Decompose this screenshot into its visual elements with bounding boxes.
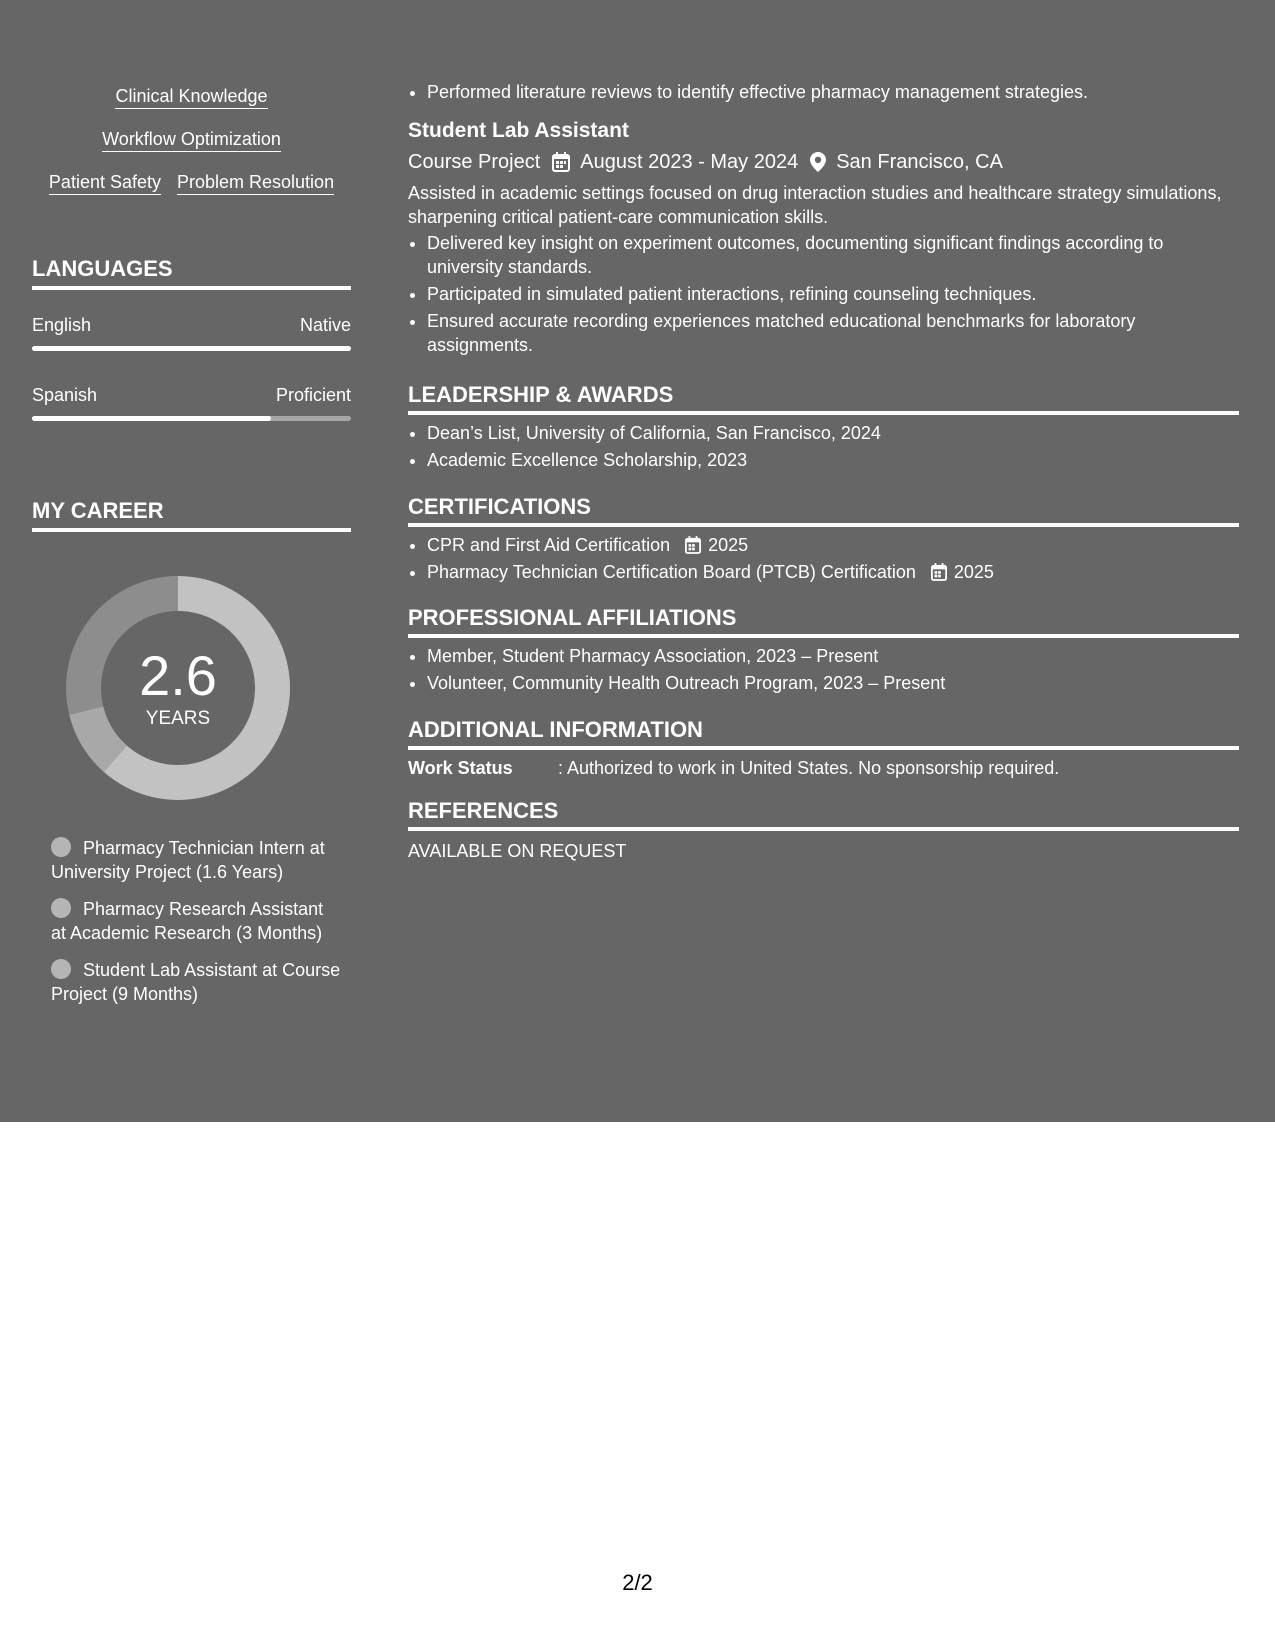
career-total-value: 2.6 — [139, 644, 217, 707]
page-number: 2/2 — [622, 1570, 653, 1595]
language-item — [32, 384, 351, 421]
bullet-item: • Participated in simulated patient interactions, refining counseling techniques. — [427, 282, 1239, 306]
leadership-heading: LEADERSHIP & AWARDS — [408, 382, 1239, 415]
legend-item — [51, 958, 341, 1006]
bullet-item: • Dean’s List, University of California, San Francisco, 2024 — [427, 421, 1239, 445]
references-text: AVAILABLE ON REQUEST — [408, 841, 627, 861]
skills-list — [32, 86, 351, 215]
calendar-icon — [685, 536, 701, 554]
certification-name: Pharmacy Technician Certification Board (PTCB) Certification — [427, 562, 916, 582]
language-bar — [32, 416, 351, 421]
previous-job-bullets — [408, 80, 1239, 107]
language-level: Proficient — [275, 385, 351, 405]
certification-year: 2025 — [953, 562, 994, 582]
skill-tag: Patient Safety — [49, 172, 161, 195]
career-total-unit: YEARS — [145, 708, 211, 729]
work-status-value: : Authorized to work in United States. No sponsorship required. — [558, 758, 1060, 778]
certification-item — [427, 560, 1239, 584]
bullet-item: • Delivered key insight on experiment outcomes, documenting significant findings according to university standards. — [427, 231, 1239, 279]
legend-item — [51, 836, 341, 884]
language-bar — [32, 346, 351, 351]
certification-item — [427, 533, 1239, 557]
bullet-item: • Volunteer, Community Health Outreach Program, 2023 – Present — [427, 671, 1239, 695]
bullet-item: • Academic Excellence Scholarship, 2023 — [427, 448, 1239, 472]
language-bar-fill — [32, 346, 351, 351]
legend-label: Pharmacy Technician Intern at University Project (1.6 Years) — [51, 838, 325, 882]
certifications-heading: CERTIFICATIONS — [408, 494, 1239, 527]
legend-dot — [51, 837, 71, 857]
job-title: Student Lab Assistant — [408, 119, 629, 142]
references-heading: REFERENCES — [408, 798, 1239, 831]
bullet-item: • Ensured accurate recording experiences matched educational benchmarks for laboratory assignments. — [427, 309, 1239, 357]
calendar-icon — [931, 563, 947, 581]
language-item — [32, 314, 351, 351]
career-donut-chart — [66, 576, 290, 800]
legend-label: Student Lab Assistant at Course Project (9 Months) — [51, 960, 341, 1004]
work-status-row — [408, 756, 1239, 780]
job-description: Assisted in academic settings focused on drug interaction studies and healthcare strategy simulations, sharpening critical patient-care communication skills. — [408, 183, 1222, 227]
legend-dot — [51, 959, 71, 979]
skill-tag: Workflow Optimization — [102, 129, 281, 152]
languages-heading: LANGUAGES — [32, 256, 351, 290]
affiliations-heading: PROFESSIONAL AFFILIATIONS — [408, 605, 1239, 638]
leadership-section — [408, 382, 1239, 475]
language-name: English — [32, 315, 92, 335]
location-pin-icon — [810, 152, 826, 172]
job-entry — [408, 118, 1239, 360]
language-name: Spanish — [32, 385, 98, 405]
job-bullets — [408, 231, 1239, 357]
skill-tag: Problem Resolution — [177, 172, 334, 195]
skill-tag: Clinical Knowledge — [115, 86, 267, 109]
affiliations-section — [408, 605, 1239, 698]
work-status-label: Work Status — [408, 758, 513, 778]
bullet-item: • Performed literature reviews to identify effective pharmacy management strategies. — [427, 80, 1239, 104]
job-dates: August 2023 - May 2024 — [580, 151, 799, 173]
legend-item — [51, 897, 341, 945]
job-company: Course Project — [408, 151, 541, 173]
references-section — [408, 798, 1239, 863]
career-heading: MY CAREER — [32, 498, 351, 532]
legend-label: Pharmacy Research Assistant at Academic Research (3 Months) — [51, 899, 324, 943]
language-bar-fill — [32, 416, 271, 421]
bullet-item: • Member, Student Pharmacy Association, 2023 – Present — [427, 644, 1239, 668]
job-location: San Francisco, CA — [836, 151, 1003, 173]
certification-name: CPR and First Aid Certification — [427, 535, 671, 555]
certifications-section — [408, 494, 1239, 587]
language-level: Native — [299, 315, 351, 335]
calendar-icon — [552, 152, 570, 172]
additional-info-heading: ADDITIONAL INFORMATION — [408, 717, 1239, 750]
certification-year: 2025 — [708, 535, 749, 555]
additional-info-section — [408, 717, 1239, 780]
job-meta — [408, 149, 1239, 175]
career-legend — [51, 836, 341, 1019]
legend-dot — [51, 898, 71, 918]
